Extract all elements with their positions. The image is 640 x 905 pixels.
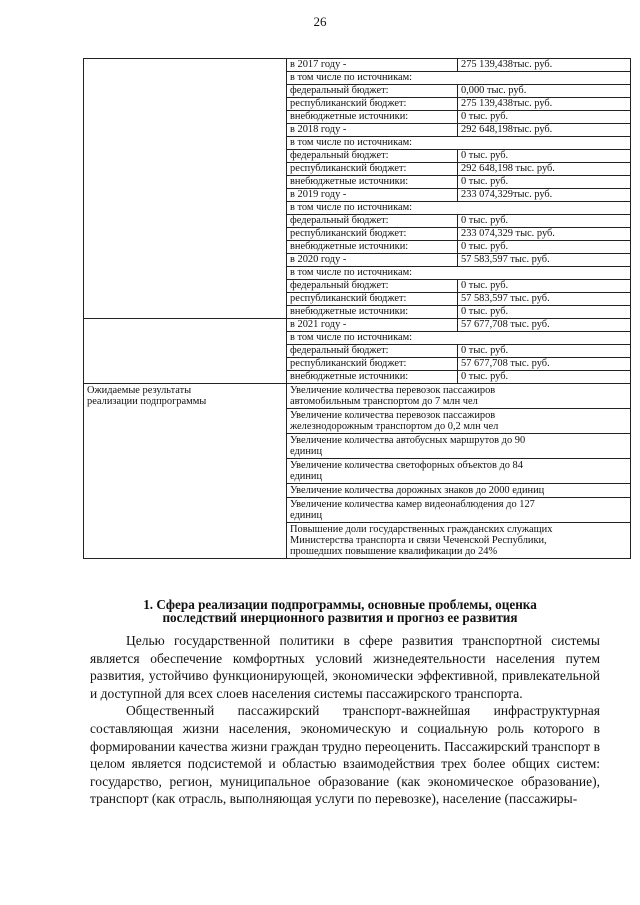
y2021-republic-label: республиканский бюджет: [287, 358, 458, 371]
y2018-extra-value: 0 тыс. руб. [458, 176, 631, 189]
expected-results-label [84, 384, 287, 559]
page-number: 26 [313, 14, 327, 29]
result-item [287, 459, 631, 484]
section-title-line1: 1. Сфера реализации подпрограммы, основные проблемы, оценка [143, 597, 537, 612]
expected-results-label-line2: реализации подпрограммы [87, 396, 207, 407]
y2019-federal-value: 0 тыс. руб. [458, 215, 631, 228]
y2019-extra-value: 0 тыс. руб. [458, 241, 631, 254]
section-title-line2: последствий инерционного развития и прогноз ее развития [162, 610, 518, 625]
result-1-line1: Увеличение количества перевозок пассажиров [290, 385, 496, 396]
y2018-extra-label: внебюджетные источники: [287, 176, 458, 189]
result-6-line2: единиц [290, 510, 323, 521]
section-body [90, 632, 600, 808]
result-item [287, 498, 631, 523]
expected-results-label-line1: Ожидаемые результаты [87, 385, 192, 396]
y2019-republic-value: 233 074,329 тыс. руб. [458, 228, 631, 241]
result-item [287, 434, 631, 459]
year-2018-sources-heading: в том числе по источникам: [287, 137, 631, 150]
y2017-extra-label: внебюджетные источники: [287, 111, 458, 124]
year-2021-value: 57 677,708 тыс. руб. [458, 319, 631, 332]
y2018-federal-label: федеральный бюджет: [287, 150, 458, 163]
result-3-line2: единиц [290, 446, 323, 457]
section-title [90, 598, 590, 624]
result-item [287, 409, 631, 434]
result-4-line2: единиц [290, 471, 323, 482]
y2019-extra-label: внебюджетные источники: [287, 241, 458, 254]
result-1-line2: автомобильным транспортом до 7 млн чел [290, 396, 478, 407]
result-item [287, 384, 631, 409]
table-row [84, 59, 631, 72]
year-2020-label: в 2020 году - [287, 254, 458, 267]
y2020-federal-label: федеральный бюджет: [287, 280, 458, 293]
y2019-federal-label: федеральный бюджет: [287, 215, 458, 228]
y2021-extra-label: внебюджетные источники: [287, 371, 458, 384]
result-item [287, 523, 631, 559]
result-7-line3: прошедших повышение квалификации до 24% [290, 546, 498, 557]
y2018-republic-label: республиканский бюджет: [287, 163, 458, 176]
year-2017-sources-heading: в том числе по источникам: [287, 72, 631, 85]
year-2019-sources-heading: в том числе по источникам: [287, 202, 631, 215]
paragraph-2: Общественный пассажирский транспорт-важнейшая инфраструктурная составляющая жизни населения, экономическую и социальную роль которого в формировании качества жизни граждан трудно переоценить. Пассажирский транспорт в целом является подсистемой и областью взаимодействия трех более общих систем: государство, регион, муниципальное образование (как экономическое образование), транспорт (как отрасль, выполняющая услуги по перевозке), население (пассажиры- [90, 703, 600, 807]
y2020-extra-label: внебюджетные источники: [287, 306, 458, 319]
year-2019-value: 233 074,329тыс. руб. [458, 189, 631, 202]
y2018-federal-value: 0 тыс. руб. [458, 150, 631, 163]
year-2018-label: в 2018 году - [287, 124, 458, 137]
y2017-republic-value: 275 139,438тыс. руб. [458, 98, 631, 111]
year-2017-label: в 2017 году - [287, 59, 458, 72]
y2017-extra-value: 0 тыс. руб. [458, 111, 631, 124]
y2020-republic-label: республиканский бюджет: [287, 293, 458, 306]
result-2-line2: железнодорожным транспортом до 0,2 млн чел [290, 421, 499, 432]
budget-table [83, 58, 631, 559]
table-row [84, 384, 631, 409]
result-7-line1: Повышение доли государственных гражданских служащих [290, 524, 553, 535]
y2019-republic-label: республиканский бюджет: [287, 228, 458, 241]
year-2018-value: 292 648,198тыс. руб. [458, 124, 631, 137]
year-2021-label: в 2021 году - [287, 319, 458, 332]
y2018-republic-value: 292 648,198 тыс. руб. [458, 163, 631, 176]
y2020-federal-value: 0 тыс. руб. [458, 280, 631, 293]
y2017-federal-label: федеральный бюджет: [287, 85, 458, 98]
y2021-republic-value: 57 677,708 тыс. руб. [458, 358, 631, 371]
result-5-line1: Увеличение количества дорожных знаков до 2000 единиц [290, 485, 545, 496]
result-2-line1: Увеличение количества перевозок пассажиров [290, 410, 496, 421]
y2017-federal-value: 0,000 тыс. руб. [458, 85, 631, 98]
result-4-line1: Увеличение количества светофорных объектов до 84 [290, 460, 523, 471]
year-2019-label: в 2019 году - [287, 189, 458, 202]
table-row [84, 319, 631, 332]
y2021-federal-label: федеральный бюджет: [287, 345, 458, 358]
year-2020-value: 57 583,597 тыс. руб. [458, 254, 631, 267]
year-2021-sources-heading: в том числе по источникам: [287, 332, 631, 345]
empty-label-cell [84, 319, 287, 384]
result-6-line1: Увеличение количества камер видеонаблюдения до 127 [290, 499, 535, 510]
year-2017-value: 275 139,438тыс. руб. [458, 59, 631, 72]
result-3-line1: Увеличение количества автобусных маршрутов до 90 [290, 435, 526, 446]
y2021-federal-value: 0 тыс. руб. [458, 345, 631, 358]
y2021-extra-value: 0 тыс. руб. [458, 371, 631, 384]
y2017-republic-label: республиканский бюджет: [287, 98, 458, 111]
y2020-republic-value: 57 583,597 тыс. руб. [458, 293, 631, 306]
result-7-line2: Министерства транспорта и связи Чеченской Республики, [290, 535, 547, 546]
result-item [287, 484, 631, 498]
y2020-extra-value: 0 тыс. руб. [458, 306, 631, 319]
year-2020-sources-heading: в том числе по источникам: [287, 267, 631, 280]
empty-label-cell [84, 59, 287, 319]
paragraph-1: Целью государственной политики в сфере развития транспортной системы является обеспечение комфортных условий жизнедеятельности населения путем развития, устойчиво функционирующей, экономически эффективной, привлекательной и доступной для всех слоев населения системы пассажирского транспорта. [90, 633, 600, 701]
